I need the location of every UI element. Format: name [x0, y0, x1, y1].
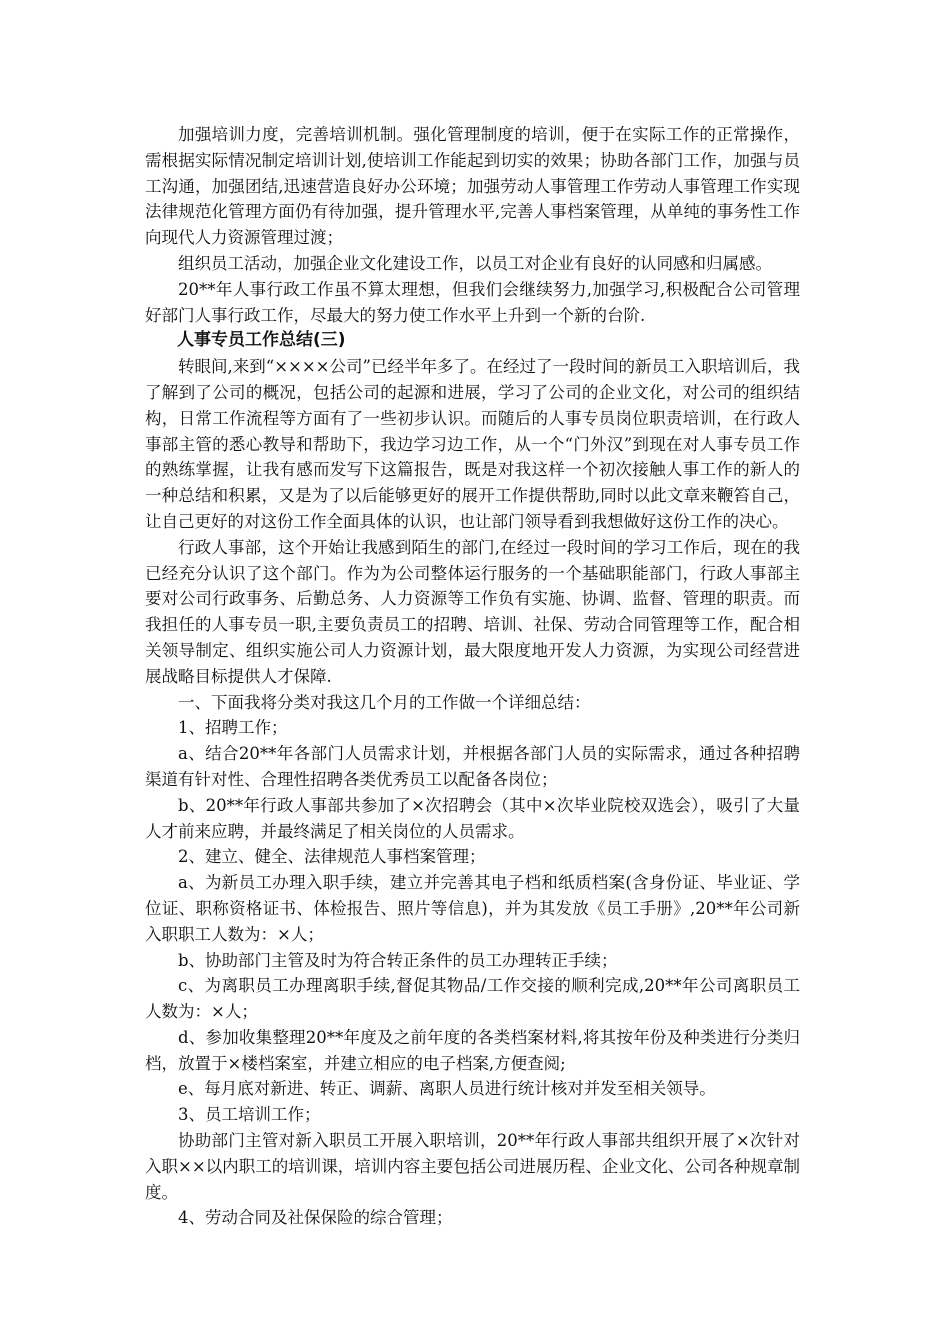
document-body [145, 122, 800, 1231]
paragraph: 组织员工活动，加强企业文化建设工作，以员工对企业有良好的认同感和归属感。 [178, 253, 772, 273]
list-item: c、为离职员工办理离职手续,督促其物品/工作交接的顺利完成,20**年公司离职员工人数为：×人； [145, 976, 800, 1022]
list-item: 1、招聘工作； [178, 718, 288, 738]
list-item: 4、劳动合同及社保保险的综合管理； [178, 1208, 453, 1228]
section-heading: 人事专员工作总结(三) [177, 330, 346, 351]
list-item: d、参加收集整理20**年度及之前年度的各类档案材料,将其按年份及种类进行分类归档，放置于×楼档案室，并建立相应的电子档案,方便查阅; [145, 1027, 800, 1073]
paragraph: 转眼间,来到“××××公司”已经半年多了。在经过了一段时间的新员工入职培训后，我了解到了公司的概况，包括公司的起源和进展，学习了公司的企业文化，对公司的组织结构，日常工作流程等方面有了一些初步认识。而随后的人事专员岗位职责培训，在行政人事部主管的悉心教导和帮助下，我边学习边工作，从一个“门外汉”到现在对人事专员工作的熟练掌握，让我有感而发写下这篇报告，既是对我这样一个初次接触人事工作的新人的一种总结和积累，又是为了以后能够更好的展开工作提供帮助,同时以此文章来鞭笞自己，让自己更好的对这份工作全面具体的认识，也让部门领导看到我想做好这份工作的决心。 [145, 357, 800, 531]
paragraph: 行政人事部，这个开始让我感到陌生的部门,在经过一段时间的学习工作后，现在的我已经充分认识了这个部门。作为为公司整体运行服务的一个基础职能部门，行政人事部主要对公司行政事务、后勤总务、人力资源等工作负有实施、协调、监督、管理的职责。而我担任的人事专员一职,主要负责员工的招聘、培训、社保、劳动合同管理等工作，配合相关领导制定、组织实施公司人力资源计划，最大限度地开发人力资源，为实现公司经营进展战略目标提供人才保障. [145, 537, 800, 686]
paragraph: 加强培训力度，完善培训机制。强化管理制度的培训，便于在实际工作的正常操作，需根据实际情况制定培训计划,使培训工作能起到切实的效果；协助各部门工作，加强与员工沟通，加强团结,迅速营造良好办公环境；加强劳动人事管理工作劳动人事管理工作实现法律规范化管理方面仍有待加强，提升管理水平,完善人事档案管理，从单纯的事务性工作向现代人力资源管理过渡； [145, 125, 800, 248]
list-item: a、结合20**年各部门人员需求计划，并根据各部门人员的实际需求，通过各种招聘渠道有针对性、合理性招聘各类优秀员工以配备各岗位； [145, 744, 800, 789]
list-item: 2、建立、健全、法律规范人事档案管理； [178, 847, 486, 867]
list-item: 3、员工培训工作； [178, 1105, 321, 1125]
paragraph: 20**年人事行政工作虽不算太理想，但我们会继续努力,加强学习,积极配合公司管理好部门人事行政工作，尽最大的努力使工作水平上升到一个新的台阶. [145, 279, 800, 325]
list-item: e、每月底对新进、转正、调薪、离职人员进行统计核对并发至相关领导。 [178, 1079, 716, 1099]
paragraph: 一、下面我将分类对我这几个月的工作做一个详细总结： [178, 692, 591, 712]
list-item: a、为新员工办理入职手续，建立并完善其电子档和纸质档案(含身份证、毕业证、学位证、职称资格证书、体检报告、照片等信息)，并为其发放《员工手册》,20**年公司新入职职工人数为：×人； [145, 873, 800, 944]
list-item: b、20**年行政人事部共参加了×次招聘会（其中×次毕业院校双选会），吸引了大量人才前来应聘，并最终满足了相关岗位的人员需求。 [145, 795, 800, 841]
list-item: b、协助部门主管及时为符合转正条件的员工办理转正手续； [178, 950, 618, 970]
paragraph: 协助部门主管对新入职员工开展入职培训，20**年行政人事部共组织开展了×次针对入职××以内职工的培训课，培训内容主要包括公司进展历程、企业文化、公司各种规章制度。 [145, 1131, 800, 1202]
